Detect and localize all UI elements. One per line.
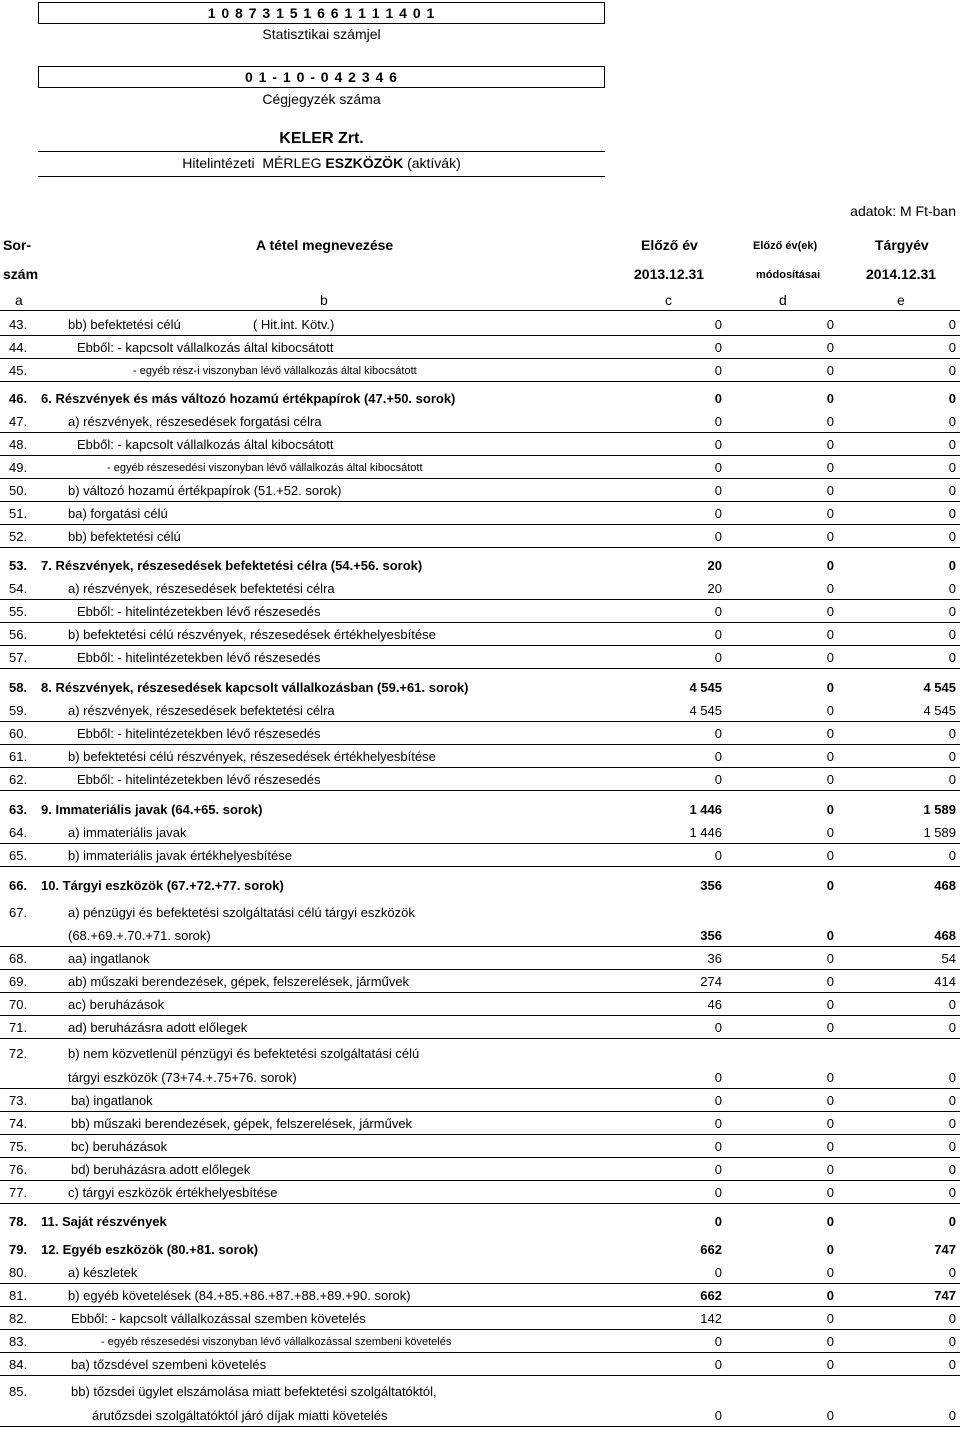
value-prev-year: 0	[714, 627, 722, 642]
value-current-year: 747	[934, 1242, 956, 1257]
table-row	[0, 480, 960, 502]
row-number: 77.	[9, 1185, 28, 1200]
value-current-year: 0	[948, 650, 956, 665]
value-modification: 0	[826, 1020, 834, 1035]
col-curr-date: 2014.12.31	[866, 266, 937, 282]
statistical-number-box	[38, 2, 605, 24]
row-label: a) készletek	[68, 1265, 138, 1280]
value-prev-year: 0	[714, 391, 722, 406]
row-label: 9. Immateriális javak (64.+65. sorok)	[41, 802, 263, 817]
value-prev-year: 0	[714, 1334, 722, 1349]
row-label: a) immateriális javak	[68, 825, 187, 840]
value-prev-year: 142	[700, 1311, 722, 1326]
value-modification: 0	[826, 703, 834, 718]
table-row	[0, 769, 960, 791]
table-row	[0, 1405, 960, 1427]
value-prev-year: 4 545	[689, 703, 722, 718]
row-number: 74.	[9, 1116, 28, 1131]
row-number: 71.	[9, 1020, 28, 1035]
value-current-year: 0	[948, 848, 956, 863]
col-letter-d: d	[779, 292, 787, 308]
table-row	[0, 1043, 960, 1065]
table-row	[0, 1331, 960, 1353]
value-prev-year: 0	[714, 340, 722, 355]
value-modification: 0	[826, 1242, 834, 1257]
value-prev-year: 0	[714, 650, 722, 665]
row-label: 11. Saját részvények	[41, 1214, 167, 1229]
row-number: 80.	[9, 1265, 28, 1280]
value-modification: 0	[826, 340, 834, 355]
table-row	[0, 902, 960, 924]
value-prev-year: 0	[714, 1139, 722, 1154]
value-current-year: 0	[948, 997, 956, 1012]
value-prev-year: 20	[707, 581, 722, 596]
subtitle-bold: ESZKÖZÖK	[325, 155, 404, 171]
col-prev-date: 2013.12.31	[634, 266, 705, 282]
value-current-year: 0	[948, 1162, 956, 1177]
row-label: b) befektetési célú részvények, részesedések értékhelyesbítése	[68, 627, 436, 642]
table-row	[0, 948, 960, 970]
row-label: aa) ingatlanok	[68, 951, 150, 966]
row-number: 83.	[9, 1334, 28, 1349]
row-number: 85.	[9, 1384, 28, 1399]
value-prev-year: 662	[700, 1242, 722, 1257]
company-name: KELER Zrt.	[279, 130, 364, 147]
statistical-number-label: Statisztikai számjel	[262, 26, 381, 42]
value-prev-year: 46	[707, 997, 722, 1012]
table-row	[0, 1159, 960, 1181]
value-current-year: 0	[948, 529, 956, 544]
value-modification: 0	[826, 997, 834, 1012]
col-sor: Sor-	[3, 237, 31, 253]
value-modification: 0	[826, 802, 834, 817]
value-current-year: 0	[948, 1116, 956, 1131]
table-row	[0, 822, 960, 844]
value-current-year: 0	[948, 726, 956, 741]
table-row	[0, 647, 960, 669]
value-modification: 0	[826, 483, 834, 498]
row-label: ba) ingatlanok	[71, 1093, 153, 1108]
row-number: 65.	[9, 848, 28, 863]
value-prev-year: 0	[714, 1020, 722, 1035]
row-label: Ebből: - kapcsolt vállalkozással szemben követelés	[71, 1311, 366, 1326]
value-current-year: 0	[948, 627, 956, 642]
row-label: b) változó hozamú értékpapírok (51.+52. sorok)	[68, 483, 342, 498]
table-row	[0, 601, 960, 623]
value-current-year: 0	[948, 437, 956, 452]
row-label: b) befektetési célú részvények, részesedések értékhelyesbítése	[68, 749, 436, 764]
table-row	[0, 1381, 960, 1403]
row-label: 8. Részvények, részesedések kapcsolt vállalkozásban (59.+61. sorok)	[41, 680, 469, 695]
value-prev-year: 0	[714, 317, 722, 332]
value-prev-year: 0	[714, 848, 722, 863]
registration-number: 0 1 - 1 0 - 0 4 2 3 4 6	[245, 69, 398, 85]
row-number: 52.	[9, 529, 28, 544]
row-number: 53.	[9, 558, 28, 573]
col-letter-e: e	[897, 292, 905, 308]
table-row	[0, 971, 960, 993]
value-modification: 0	[826, 1185, 834, 1200]
row-label: Ebből: - hitelintézetekben lévő részesedés	[77, 772, 321, 787]
table-row	[0, 1017, 960, 1039]
value-prev-year: 0	[714, 726, 722, 741]
value-modification: 0	[826, 581, 834, 596]
row-number: 43.	[9, 317, 28, 332]
value-current-year: 4 545	[923, 680, 956, 695]
value-current-year: 1 589	[923, 802, 956, 817]
row-label: b) nem közvetlenül pénzügyi és befektetési szolgáltatási célú	[68, 1046, 420, 1061]
value-modification: 0	[826, 650, 834, 665]
value-modification: 0	[826, 317, 834, 332]
table-row	[0, 994, 960, 1016]
row-label: tárgyi eszközök (73+74.+.75+76. sorok)	[68, 1070, 297, 1085]
table-row	[0, 503, 960, 525]
table-row	[0, 314, 960, 336]
value-current-year: 0	[948, 1020, 956, 1035]
col-letter-c: c	[665, 292, 672, 308]
row-number: 70.	[9, 997, 28, 1012]
row-label: 10. Tárgyi eszközök (67.+72.+77. sorok)	[41, 878, 284, 893]
row-number: 54.	[9, 581, 28, 596]
table-row	[0, 360, 960, 382]
table-row	[0, 925, 960, 947]
value-current-year: 0	[948, 1357, 956, 1372]
value-modification: 0	[826, 878, 834, 893]
row-label: bb) műszaki berendezések, gépek, felszerelések, járművek	[71, 1116, 413, 1131]
value-prev-year: 0	[714, 1185, 722, 1200]
row-number: 51.	[9, 506, 28, 521]
row-label: Ebből: - hitelintézetekben lévő részesedés	[77, 604, 321, 619]
row-label: árutőzsdei szolgáltatóktól járó díjak miatti követelés	[92, 1408, 388, 1423]
table-row	[0, 1308, 960, 1330]
row-label: 7. Részvények, részesedések befektetési célra (54.+56. sorok)	[41, 558, 423, 573]
company-underline	[38, 151, 605, 152]
row-number: 47.	[9, 414, 28, 429]
value-modification: 0	[826, 627, 834, 642]
value-modification: 0	[826, 1265, 834, 1280]
row-label: bd) beruházásra adott előlegek	[71, 1162, 251, 1177]
row-number: 82.	[9, 1311, 28, 1326]
row-number: 69.	[9, 974, 28, 989]
value-current-year: 0	[948, 391, 956, 406]
row-number: 78.	[9, 1214, 28, 1229]
value-modification: 0	[826, 928, 834, 943]
table-row	[0, 845, 960, 867]
col-prev: Előző év	[641, 237, 698, 253]
row-label: bc) beruházások	[71, 1139, 168, 1154]
value-modification: 0	[826, 1093, 834, 1108]
table-row	[0, 700, 960, 722]
col-letter-b: b	[320, 292, 328, 308]
table-row	[0, 457, 960, 479]
value-prev-year: 0	[714, 414, 722, 429]
value-current-year: 0	[948, 340, 956, 355]
value-prev-year: 0	[714, 529, 722, 544]
value-current-year: 0	[948, 414, 956, 429]
value-current-year: 468	[934, 928, 956, 943]
value-modification: 0	[826, 1288, 834, 1303]
value-modification: 0	[826, 1214, 834, 1229]
value-modification: 0	[826, 1311, 834, 1326]
value-current-year: 0	[948, 604, 956, 619]
value-prev-year: 4 545	[689, 680, 722, 695]
table-row	[0, 1285, 960, 1307]
value-prev-year: 1 446	[689, 825, 722, 840]
col-curr: Tárgyév	[875, 237, 929, 253]
row-number: 50.	[9, 483, 28, 498]
table-row	[0, 1067, 960, 1089]
value-modification: 0	[826, 1357, 834, 1372]
col-mod: Előző év(ek)	[753, 240, 818, 252]
table-row	[0, 1211, 960, 1233]
row-label: ba) tőzsdével szembeni követelés	[71, 1357, 267, 1372]
value-current-year: 0	[948, 506, 956, 521]
row-number: 81.	[9, 1288, 28, 1303]
value-current-year: 0	[948, 1070, 956, 1085]
value-modification: 0	[826, 680, 834, 695]
statistical-number: 1 0 8 7 3 1 5 1 6 6 1 1 1 1 4 0 1	[207, 5, 436, 21]
value-modification: 0	[826, 1162, 834, 1177]
row-label: a) részvények, részesedések befektetési célra	[68, 581, 335, 596]
value-current-year: 0	[948, 581, 956, 596]
registration-number-box	[38, 66, 605, 88]
value-prev-year: 0	[714, 1162, 722, 1177]
value-modification: 0	[826, 529, 834, 544]
col-name: A tétel megnevezése	[256, 237, 394, 253]
value-current-year: 0	[948, 1139, 956, 1154]
row-number: 63.	[9, 802, 28, 817]
value-prev-year: 662	[700, 1288, 722, 1303]
value-modification: 0	[826, 726, 834, 741]
value-modification: 0	[826, 558, 834, 573]
row-label: bb) befektetési célú ( Hit.int. Kötv.)	[68, 317, 335, 332]
table-row	[0, 526, 960, 548]
value-modification: 0	[826, 1334, 834, 1349]
table-row	[0, 434, 960, 456]
table-row	[0, 1090, 960, 1112]
col-szam: szám	[3, 266, 39, 282]
value-modification: 0	[826, 951, 834, 966]
row-label: Ebből: - hitelintézetekben lévő részesedés	[77, 650, 321, 665]
value-modification: 0	[826, 604, 834, 619]
value-modification: 0	[826, 460, 834, 475]
row-label: bb) befektetési célú	[68, 529, 181, 544]
header-bottom-rule	[0, 310, 960, 311]
value-current-year: 0	[948, 363, 956, 378]
value-prev-year: 0	[714, 1265, 722, 1280]
row-number: 75.	[9, 1139, 28, 1154]
row-number: 46.	[9, 391, 28, 406]
value-current-year: 0	[948, 1185, 956, 1200]
value-prev-year: 0	[714, 506, 722, 521]
row-number: 72.	[9, 1046, 28, 1061]
value-prev-year: 0	[714, 1408, 722, 1423]
value-current-year: 468	[934, 878, 956, 893]
row-label: bb) tőzsdei ügylet elszámolása miatt befektetési szolgáltatóktól,	[71, 1384, 437, 1399]
row-number: 84.	[9, 1357, 28, 1372]
value-modification: 0	[826, 506, 834, 521]
value-modification: 0	[826, 1408, 834, 1423]
value-prev-year: 356	[700, 928, 722, 943]
col-mod2: módosításai	[756, 269, 821, 281]
row-label: 12. Egyéb eszközök (80.+81. sorok)	[41, 1242, 259, 1257]
value-current-year: 0	[948, 483, 956, 498]
row-number: 55.	[9, 604, 28, 619]
value-current-year: 1 589	[923, 825, 956, 840]
value-current-year: 0	[948, 1265, 956, 1280]
table-row	[0, 555, 960, 577]
table-row	[0, 723, 960, 745]
value-prev-year: 0	[714, 1070, 722, 1085]
row-label: Ebből: - kapcsolt vállalkozás által kibocsátott	[77, 340, 334, 355]
row-number: 76.	[9, 1162, 28, 1177]
row-number: 60.	[9, 726, 28, 741]
value-current-year: 0	[948, 772, 956, 787]
table-row	[0, 1354, 960, 1376]
table-row	[0, 1239, 960, 1261]
table-row	[0, 411, 960, 433]
row-label: a) pénzügyi és befektetési szolgáltatási célú tárgyi eszközök	[68, 905, 415, 920]
value-prev-year: 36	[707, 951, 722, 966]
value-modification: 0	[826, 848, 834, 863]
row-label: ad) beruházásra adott előlegek	[68, 1020, 248, 1035]
table-row	[0, 624, 960, 646]
value-prev-year: 0	[714, 1214, 722, 1229]
value-prev-year: 356	[700, 878, 722, 893]
row-label: - egyéb rész-i viszonyban lévő vállalkozás által kibocsátott	[133, 365, 417, 377]
value-current-year: 747	[934, 1288, 956, 1303]
table-row	[0, 1136, 960, 1158]
row-number: 64.	[9, 825, 28, 840]
value-prev-year: 1 446	[689, 802, 722, 817]
row-number: 68.	[9, 951, 28, 966]
value-modification: 0	[826, 363, 834, 378]
row-number: 58.	[9, 680, 28, 695]
row-number: 56.	[9, 627, 28, 642]
value-current-year: 4 545	[923, 703, 956, 718]
unit-label: adatok: M Ft-ban	[850, 203, 956, 219]
registration-number-label: Cégjegyzék száma	[262, 91, 381, 107]
value-prev-year: 0	[714, 363, 722, 378]
table-row	[0, 1262, 960, 1284]
row-label: a) részvények, részesedések forgatási célra	[68, 414, 322, 429]
row-number: 67.	[9, 905, 28, 920]
value-modification: 0	[826, 391, 834, 406]
row-label: ba) forgatási célú	[68, 506, 168, 521]
value-prev-year: 0	[714, 749, 722, 764]
value-prev-year: 20	[707, 558, 722, 573]
value-modification: 0	[826, 414, 834, 429]
table-row	[0, 799, 960, 821]
table-row	[0, 875, 960, 897]
value-current-year: 0	[948, 317, 956, 332]
value-current-year: 0	[948, 749, 956, 764]
row-number: 79.	[9, 1242, 28, 1257]
row-label: (68.+69.+.70.+71. sorok)	[68, 928, 211, 943]
row-label: b) immateriális javak értékhelyesbítése	[68, 848, 292, 863]
table-row	[0, 578, 960, 600]
value-modification: 0	[826, 749, 834, 764]
value-current-year: 0	[948, 558, 956, 573]
value-prev-year: 0	[714, 1357, 722, 1372]
value-prev-year: 0	[714, 483, 722, 498]
row-label: - egyéb részesedési viszonyban lévő vállalkozás által kibocsátott	[107, 462, 423, 474]
row-number: 62.	[9, 772, 28, 787]
value-modification: 0	[826, 1116, 834, 1131]
row-number: 45.	[9, 363, 28, 378]
value-modification: 0	[826, 825, 834, 840]
row-number: 44.	[9, 340, 28, 355]
table-row	[0, 746, 960, 768]
row-label: Ebből: - hitelintézetekben lévő részesedés	[77, 726, 321, 741]
value-modification: 0	[826, 1139, 834, 1154]
row-label: - egyéb részesedési viszonyban lévő vállalkozással szembeni követelés	[101, 1336, 452, 1348]
subtitle-part2: (aktívák)	[403, 155, 461, 171]
value-prev-year: 0	[714, 772, 722, 787]
row-number: 49.	[9, 460, 28, 475]
row-label: b) egyéb követelések (84.+85.+86.+87.+88.+89.+90. sorok)	[68, 1288, 411, 1303]
value-current-year: 0	[948, 460, 956, 475]
value-modification: 0	[826, 1070, 834, 1085]
value-modification: 0	[826, 437, 834, 452]
row-number: 59.	[9, 703, 28, 718]
row-number: 48.	[9, 437, 28, 452]
row-label: Ebből: - kapcsolt vállalkozás által kibocsátott	[77, 437, 334, 452]
value-modification: 0	[826, 772, 834, 787]
row-label: ab) műszaki berendezések, gépek, felszerelések, járművek	[68, 974, 410, 989]
subtitle-underline	[38, 176, 605, 177]
value-modification: 0	[826, 974, 834, 989]
value-current-year: 414	[934, 974, 956, 989]
row-number: 73.	[9, 1093, 28, 1108]
value-prev-year: 0	[714, 604, 722, 619]
value-current-year: 54	[941, 951, 956, 966]
row-label: 6. Részvények és más változó hozamú értékpapírok (47.+50. sorok)	[41, 391, 456, 406]
value-current-year: 0	[948, 1334, 956, 1349]
table-row	[0, 388, 960, 410]
report-subtitle	[38, 155, 605, 171]
value-prev-year: 0	[714, 460, 722, 475]
table-row	[0, 337, 960, 359]
col-letter-a: a	[15, 292, 23, 308]
row-number: 66.	[9, 878, 28, 893]
row-label: a) részvények, részesedések befektetési célra	[68, 703, 335, 718]
table-row	[0, 1113, 960, 1135]
value-current-year: 0	[948, 1408, 956, 1423]
table-row	[0, 677, 960, 699]
value-prev-year: 274	[700, 974, 722, 989]
table-row	[0, 1182, 960, 1204]
subtitle-part1: Hitelintézeti MÉRLEG	[182, 155, 326, 171]
value-current-year: 0	[948, 1214, 956, 1229]
row-number: 57.	[9, 650, 28, 665]
row-number: 61.	[9, 749, 28, 764]
value-prev-year: 0	[714, 437, 722, 452]
value-prev-year: 0	[714, 1093, 722, 1108]
value-current-year: 0	[948, 1311, 956, 1326]
row-label: ac) beruházások	[68, 997, 165, 1012]
row-label: c) tárgyi eszközök értékhelyesbítése	[68, 1185, 278, 1200]
value-current-year: 0	[948, 1093, 956, 1108]
value-prev-year: 0	[714, 1116, 722, 1131]
